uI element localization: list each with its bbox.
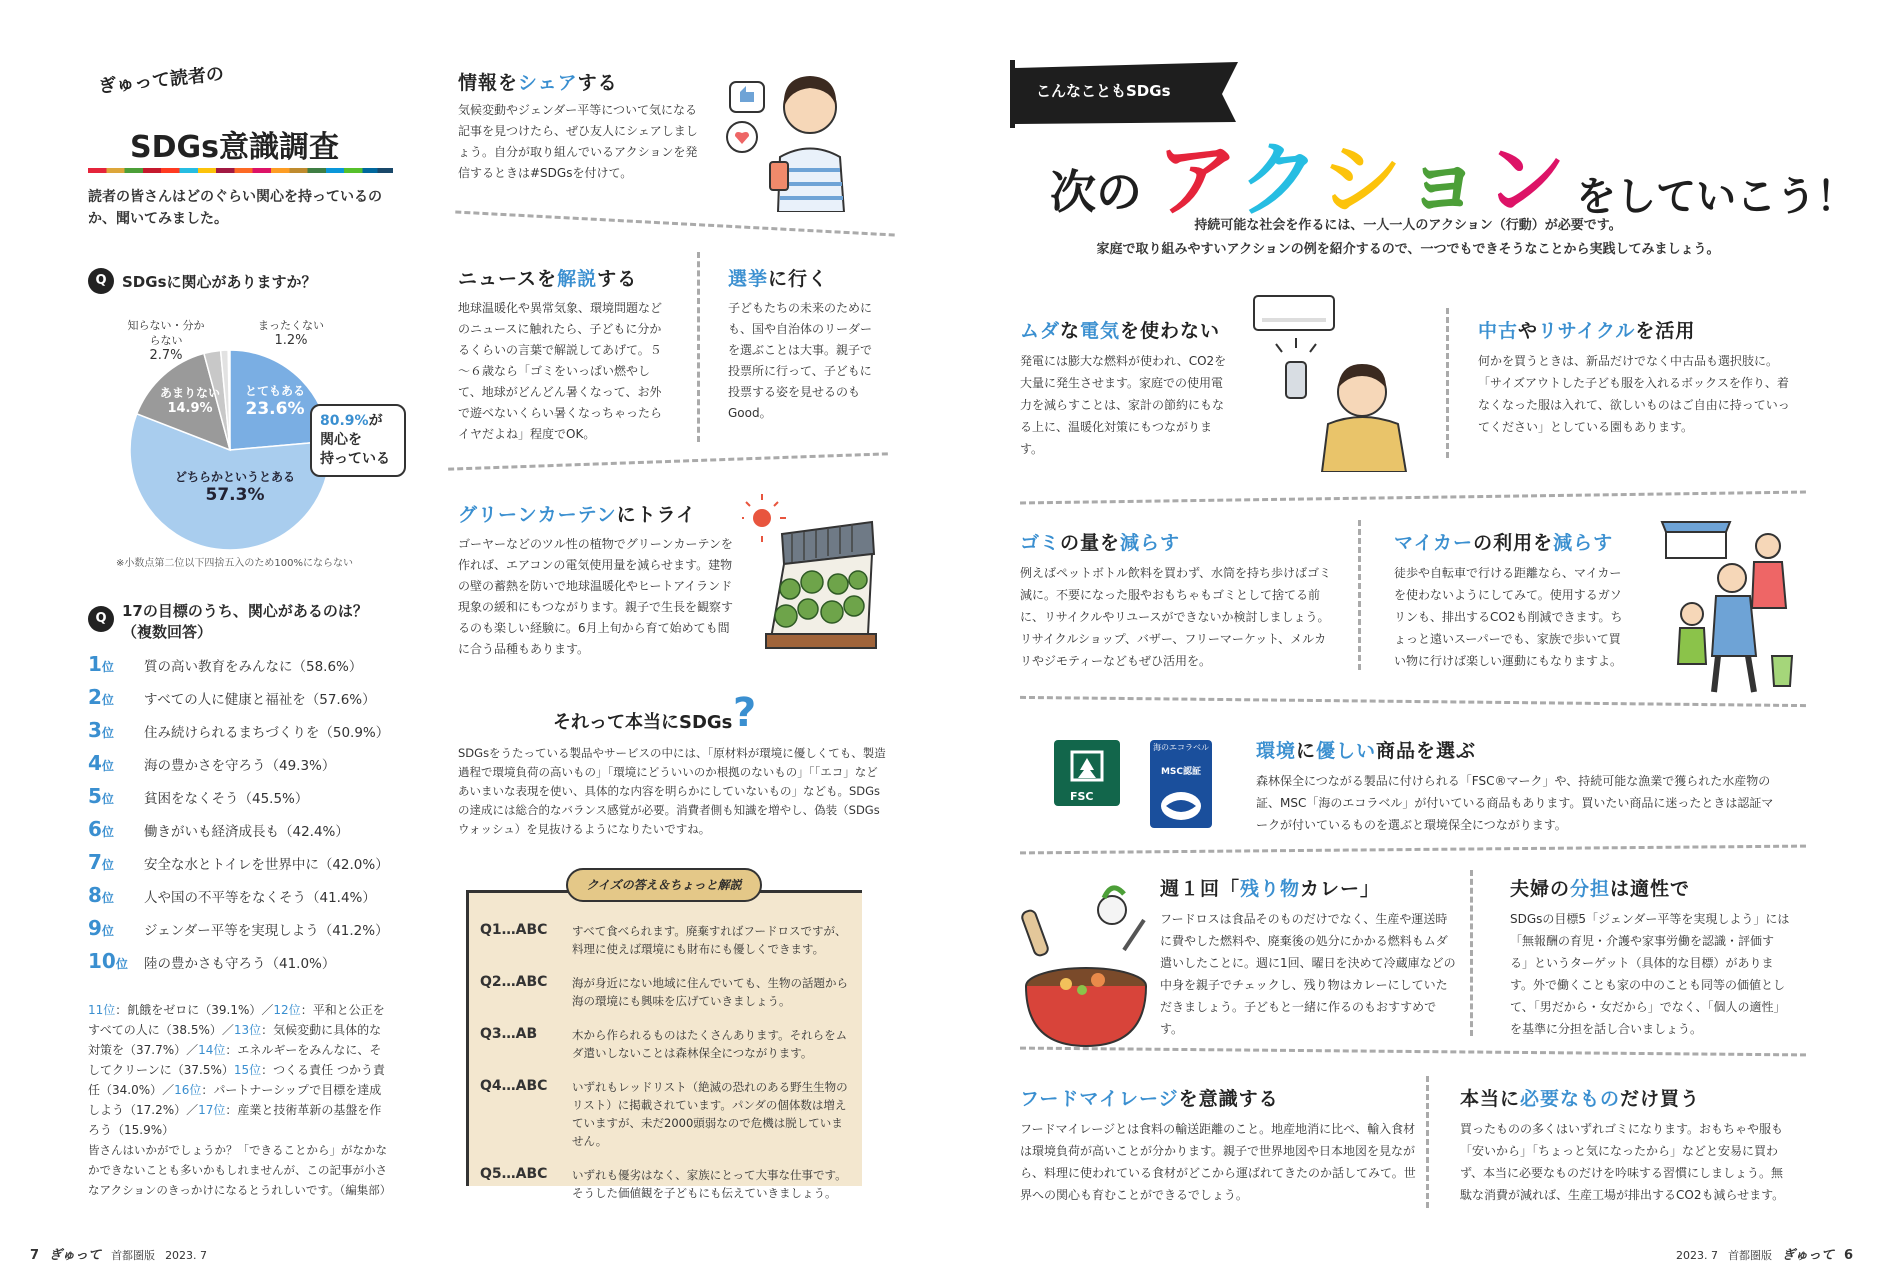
callout-line2: 関心を xyxy=(320,432,362,448)
rank-number: 6位 xyxy=(88,817,114,841)
rank-number: 2位 xyxy=(88,685,114,709)
wash-title: それって本当にSDGs xyxy=(553,712,733,733)
rank-item xyxy=(88,916,418,949)
issue-date: 2023. 7 xyxy=(165,1249,208,1262)
wash-body: SDGsをうたっている製品やサービスの中には、「原材料が環境に優しくても、製造過程で環境負荷の高いもの」「環境にどういいのか根拠のないもの」「「エコ」などあいまいな表現を使い、具体的な内容を明らかにしていないもの」なども。SDGsの達成には総合的なバランス感覚が必要。消費者側も知識を増やし、偽装（SDGsウォッシュ）を見抜けるようになりたいですね。 xyxy=(458,746,886,836)
callout-pct: 80.9% xyxy=(320,413,369,429)
share-body: 気候変動やジェンダー平等について気になる記事を見つけたら、ぜひ友人にシェアしましょう。自分が取り組んでいるアクションを発信するときは#SDGsを付けて。 xyxy=(458,103,698,180)
lead-line2: 家庭で取り組みやすいアクションの例を紹介するので、一つでもできそうなことから実践してみましょう。 xyxy=(1096,242,1720,257)
quiz-item xyxy=(480,922,850,958)
eco-title: 環境に優しい商品を選ぶ xyxy=(1256,740,1477,762)
brand-logo: ぎゅって xyxy=(49,1248,102,1263)
curry-body: フードロスは食品そのものだけでなく、生産や運送時に費やした燃料や、廃棄後の処分にかかる燃料もムダ遣いしたことに。週に1回、曜日を決めて冷蔵庫などの中身を親子でチェックし、残り物はカレーにしていただきましょう。子どもと一緒に作るのもおすすめです。 xyxy=(1160,912,1456,1036)
rank-number: 7位 xyxy=(88,850,114,874)
q-badge: Q xyxy=(88,268,114,294)
rank-text: 人や国の不平等をなくそう（41.4%） xyxy=(144,890,376,906)
recycle-title: 中古やリサイクルを活用 xyxy=(1478,320,1696,342)
headline-a: 次の xyxy=(1050,165,1142,219)
aircon-man-illustration xyxy=(1252,292,1432,472)
rank-item xyxy=(88,883,418,916)
quiz-item xyxy=(480,1026,850,1062)
quiz-answer: Q5…ABC xyxy=(480,1166,548,1182)
need-body: 買ったものの多くはいずれゴミになります。おもちゃや服も「安いから」「ちょっと気になったから」などと安易に買わず、本当に必要なものだけを吟味する習慣にしましょう。無駄な消費が減れば、生産工場が排出するCO2も減らせます。 xyxy=(1460,1122,1785,1202)
rank-other: 15位：つくる責任 つかう責任（34.0%）／ xyxy=(88,1063,385,1097)
recycle-body: 何かを買うときは、新品だけでなく中古品も選択肢に。「サイズアウトした子ども服を入れるボックスを作り、着なくなった服は入れて、欲しいものはご自由に持っていってください」としている園もあります。 xyxy=(1478,354,1790,434)
quiz-explain: いずれも優劣はなく、家族にとって大事な仕事です。そうした価値観を子どもにも伝えていきましょう。 xyxy=(572,1168,847,1200)
page-number: 6 xyxy=(1844,1248,1854,1263)
headline-action-char: ク xyxy=(1238,133,1321,228)
divider xyxy=(1426,1076,1429,1208)
mileage-body: フードマイレージとは食料の輸送距離のこと。地産地消に比べ、輸入食材は環境負荷が高いことが分かります。親子で世界地図や日本地図を見ながら、料理に使われている食材がどこから運ばれてきたのか話してみて。世界への関心も育むことができるでしょう。 xyxy=(1020,1122,1416,1202)
callout-suffix: が xyxy=(368,413,383,429)
divider xyxy=(1358,520,1361,670)
curry-title: 週１回「残り物カレー」 xyxy=(1160,878,1381,900)
pie-callout xyxy=(310,404,406,477)
rank-item xyxy=(88,751,418,784)
question-mark-icon: ? xyxy=(733,690,757,736)
divider xyxy=(1020,491,1806,505)
share-title: 情報をシェアする xyxy=(458,72,618,94)
quiz-item xyxy=(480,974,850,1010)
pie-label-some: どちらかというとある 57.3% xyxy=(175,470,296,505)
rank-list xyxy=(88,652,418,982)
edition: 首都圏版 xyxy=(111,1249,156,1262)
rank-number: 8位 xyxy=(88,883,114,907)
footer-right xyxy=(1676,1244,1853,1263)
garbage-body: 例えばペットボトル飲料を買わず、水筒を持ち歩けばゴミ減に。不要になった服やおもちゃもゴミとして捨てる前に、リサイクルやリユースができないか検討しましょう。リサイクルショップ、バザー、フリーマーケット、メルカリやジモティーなどもぜひ活用を。 xyxy=(1020,566,1332,668)
msc-logo xyxy=(1150,740,1212,828)
rank-number: 10位 xyxy=(88,949,128,973)
rank-other: 14位：エネルギーをみんなに、そしてクリーンに（37.5%） xyxy=(88,1043,382,1077)
quiz-answer: Q1…ABC xyxy=(480,922,548,938)
rank-text: ジェンダー平等を実現しよう（41.2%） xyxy=(144,923,389,939)
divider xyxy=(448,452,888,470)
green-curtain-illustration xyxy=(742,494,882,654)
quiz-item xyxy=(480,1078,850,1150)
q2-question xyxy=(88,600,368,642)
headline-action-char: ア xyxy=(1156,133,1239,228)
rank-other: 11位：飢餓をゼロに（39.1%）／ xyxy=(88,1003,274,1017)
q2-sub: （複数回答） xyxy=(122,623,213,641)
divider xyxy=(455,210,895,236)
quiz-box-title: クイズの答え＆ちょっと解説 xyxy=(566,868,762,902)
pie-label-unknown: 知らない・分からない 2.7% xyxy=(127,319,205,363)
rank-item xyxy=(88,817,418,850)
rank-other: 17位：産業と技術革新の基盤を作ろう（15.9%） xyxy=(88,1103,382,1137)
divider xyxy=(1020,696,1806,707)
car-body: 徒歩や自転車で行ける距離なら、マイカーを使わないようにしてみて。使用するガソリンも、排出するCO2も削減できます。ちょっと遠いスーパーでも、家族で歩いて買い物に行けば楽しい運動にもなりますよ。 xyxy=(1394,566,1623,668)
rank-item xyxy=(88,685,418,718)
rank-text: 安全な水とトイレを世界中に（42.0%） xyxy=(144,857,389,873)
garbage-title: ゴミの量を減らす xyxy=(1020,532,1181,554)
survey-kicker: ぎゅって読者の xyxy=(97,63,225,98)
pie-label-little: あまりない 14.9% xyxy=(160,386,221,416)
rank-number: 3位 xyxy=(88,718,114,742)
survey-closing: 皆さんはいかがでしょうか？「できることから」がなかなかできないことも多いかもしれませんが、この記事が小さなアクションのきっかけになるとうれしいです。（編集部） xyxy=(88,1143,392,1197)
survey-lead: 読者の皆さんはどのぐらい関心を持っているのか、聞いてみました。 xyxy=(88,189,382,227)
share-duty-body: SDGsの目標5「ジェンダー平等を実現しよう」には「無報酬の育児・介護や家事労働を認識・評価する」というターゲット（具体的な目標）があります。外で働くことも家の中のことも同等の価値として、「男だから・女だから」でなく、「個人の適性」を基準に分担を話し合いましょう。 xyxy=(1510,912,1790,1036)
quiz-answer: Q4…ABC xyxy=(480,1078,548,1094)
rank-text: 陸の豊かさも守ろう（41.0%） xyxy=(144,956,336,972)
headline-action-char: ョ xyxy=(1402,133,1485,228)
msc-logo-top: 海のエコラベル xyxy=(1153,743,1209,752)
q-badge: Q xyxy=(88,606,114,632)
rank-text: 働きがいも経済成長も（42.4%） xyxy=(144,824,349,840)
rank-text: すべての人に健康と福祉を（57.6%） xyxy=(144,692,376,708)
pie-chart xyxy=(120,340,340,560)
quiz-answer: Q2…ABC xyxy=(480,974,548,990)
headline-action-char: シ xyxy=(1320,133,1403,228)
q2-text: 17の目標のうち、関心があるのは？ xyxy=(122,602,368,620)
quiz-list xyxy=(480,922,850,1218)
rank-number: 1位 xyxy=(88,652,114,676)
rank-other: 13位：気候変動に具体的な対策を（37.7%）／ xyxy=(88,1023,382,1057)
electric-title: ムダな電気を使わない xyxy=(1020,320,1221,342)
headline-action-char: ン xyxy=(1484,133,1567,228)
quiz-explain: すべて食べられます。廃棄すればフードロスですが、料理に使えば環境にも財布にも優しくできます。 xyxy=(572,924,847,956)
curtain-body: ゴーヤーなどのツル性の植物でグリーンカーテンを作れば、エアコンの電気使用量を減らせます。建物の壁の蓄熱を防いで地球温暖化やヒートアイランド現象の緩和にもつながります。親子で生長を観察するのも楽しい経験に。6月上旬から育て始めても間に合う品種もあります。 xyxy=(458,537,734,656)
rank-text: 質の高い教育をみんなに（58.6%） xyxy=(144,659,363,675)
quiz-explain: 海が身近にない地域に住んでいても、生物の話題から海の環境にも興味を広げていきましょう。 xyxy=(572,976,848,1008)
curtain-title: グリーンカーテンにトライ xyxy=(458,504,697,526)
footer-left xyxy=(30,1244,207,1263)
rank-number: 5位 xyxy=(88,784,114,808)
edition: 首都圏版 xyxy=(1728,1249,1772,1262)
page-number: 7 xyxy=(30,1248,40,1263)
rank-item xyxy=(88,850,418,883)
issue-date: 2023. 7 xyxy=(1676,1249,1718,1262)
rank-item xyxy=(88,784,418,817)
eco-body: 森林保全につながる製品に付けられる「FSC®マーク」や、持続可能な漁業で獲られた水産物の証、MSC「海のエコラベル」が付いている商品もあります。買いたい商品に迷ったときは認証マークが付いているものを選ぶと環境保全につながります。 xyxy=(1256,774,1774,832)
divider xyxy=(1020,845,1806,855)
divider xyxy=(697,252,700,442)
need-title: 本当に必要なものだけ買う xyxy=(1460,1088,1701,1110)
pie-label-very: とてもある 23.6% xyxy=(245,384,306,419)
lead-line1: 持続可能な社会を作るには、一人一人のアクション（行動）が必要です。 xyxy=(1194,218,1622,233)
mileage-title: フードマイレージを意識する xyxy=(1020,1088,1279,1110)
pie-note: ※小数点第二位以下四捨五入のため100%にならない xyxy=(116,558,353,569)
q1-question xyxy=(88,268,317,294)
rainbow-rule xyxy=(88,168,393,173)
rank-text: 海の豊かさを守ろう（49.3%） xyxy=(144,758,336,774)
quiz-explain: いずれもレッドリスト（絶滅の恐れのある野生生物のリスト）に掲載されています。パンダの個体数は増えていますが、未だ2000頭弱なので危機は脱していません。 xyxy=(572,1080,848,1148)
car-title: マイカーの利用を減らす xyxy=(1394,532,1614,554)
rank-number: 4位 xyxy=(88,751,114,775)
callout-line3: 持っている xyxy=(320,451,390,467)
pie-label-none: まったくない 1.2% xyxy=(258,319,324,348)
divider xyxy=(1446,308,1449,458)
vote-body: 子どもたちの未来のためにも、国や自治体のリーダーを選ぶことは大事。親子で投票所に行って、子どもに投票する姿を見せるのもGood。 xyxy=(728,301,873,420)
rank-number: 9位 xyxy=(88,916,114,940)
news-body: 地球温暖化や異常気象、環境問題などのニュースに触れたら、子どもに分かるくらいの言葉で解説してあげて。５～６歳なら「ゴミをいっぱい燃やして、地球がどんどん暑くなって、お外で遊べないくらい暑くなっちゃったらイヤだよね」程度でOK。 xyxy=(458,301,663,441)
phone-woman-illustration xyxy=(720,62,870,212)
msc-logo-mid: MSC認証 xyxy=(1160,767,1202,777)
right-lead xyxy=(1030,214,1786,262)
headline-c: をしていこう！ xyxy=(1576,174,1857,220)
quiz-item xyxy=(480,1166,850,1202)
vote-title: 選挙に行く xyxy=(728,268,829,290)
brand-logo: ぎゅって xyxy=(1782,1248,1835,1263)
q1-text: SDGsに関心がありますか？ xyxy=(122,272,317,291)
share-duty-title: 夫婦の分担は適性で xyxy=(1510,878,1691,900)
quiz-explain: 木から作られるものはたくさんあります。それらをムダ遣いしないことは森林保全につながります。 xyxy=(572,1028,848,1060)
family-shopping-illustration xyxy=(1656,516,1806,696)
rank-other: 12位：平和と公正をすべての人に（38.5%）／ xyxy=(88,1003,385,1037)
divider xyxy=(1020,1047,1806,1057)
rank-item xyxy=(88,949,418,982)
rank-others xyxy=(88,1000,393,1140)
rank-other: 16位：パートナーシップで目標を達成しよう（17.2%）／ xyxy=(88,1083,382,1117)
curry-pot-illustration xyxy=(1020,880,1156,1050)
rank-text: 住み続けられるまちづくりを（50.9%） xyxy=(144,725,390,741)
rank-item xyxy=(88,718,418,751)
divider xyxy=(1470,870,1473,1036)
rank-item xyxy=(88,652,418,685)
survey-title: SDGs意識調査 xyxy=(130,130,339,165)
flag-text: こんなこともSDGs xyxy=(1036,82,1171,100)
rank-text: 貧困をなくそう（45.5%） xyxy=(144,791,309,807)
quiz-answer: Q3…AB xyxy=(480,1026,538,1042)
news-title: ニュースを解説する xyxy=(458,268,638,290)
electric-body: 発電には膨大な燃料が使われ、CO2を大量に発生させます。家庭での使用電力を減らすことは、家計の節約にもなる上に、温暖化対策にもつながります。 xyxy=(1020,354,1227,456)
fsc-logo-text: FSC xyxy=(1070,790,1094,803)
